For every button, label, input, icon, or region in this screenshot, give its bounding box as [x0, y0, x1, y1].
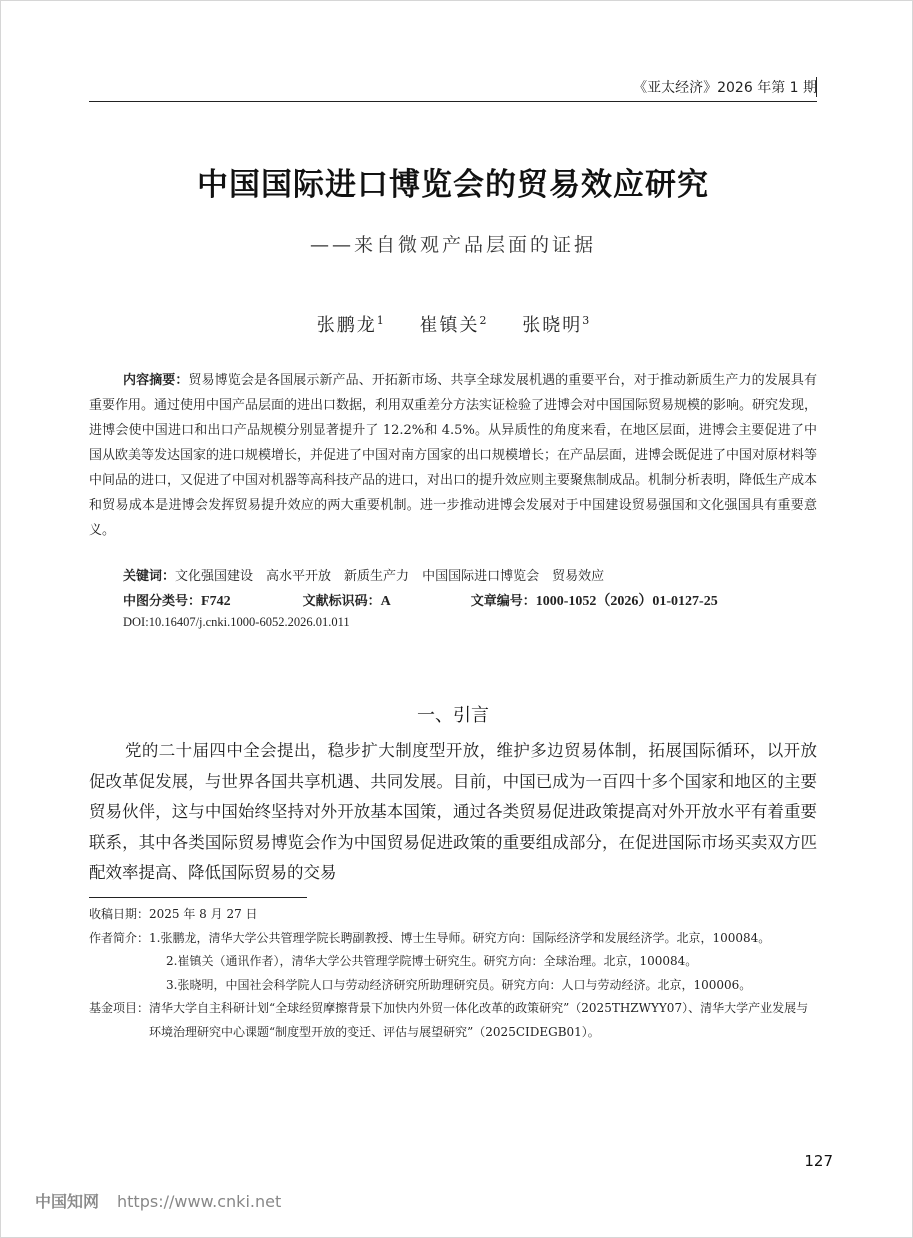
article-number-value: 1000-1052（2026）01-0127-25	[535, 594, 718, 609]
paper-subtitle: ——来自微观产品层面的证据	[309, 234, 596, 256]
journal-header: 《亚太经济》2026 年第 1 期	[633, 80, 817, 96]
clc-label: 中图分类号：	[123, 594, 202, 609]
keywords-label: 关键词：	[123, 569, 176, 584]
paper-title: 中国国际进口博览会的贸易效应研究	[197, 167, 709, 203]
author-name: 张鹏龙	[316, 315, 377, 336]
keywords	[123, 567, 817, 587]
body-paragraph: 党的二十届四中全会提出，稳步扩大制度型开放，维护多边贸易体制，拓展国际循环，以开放促改革促发展，与世界各国共享机遇、共同发展。目前，中国已成为一百四十多个国家和地区的主要贸易伙伴，这与中国始终坚持对外开放基本国策，通过各类贸易促进政策提高对外开放水平有着重要联系，其中各类国际贸易博览会作为中国贸易促进政策的重要组成部分，在促进国际市场买卖双方匹配效率提高、降低国际贸易的交易	[89, 741, 817, 883]
abstract	[89, 368, 817, 543]
author	[317, 311, 384, 337]
author-bio-label: 作者简介：	[89, 930, 150, 945]
author-affiliation-mark: 1	[376, 314, 384, 327]
author-affiliation-mark: 2	[479, 314, 487, 327]
received-date	[89, 903, 817, 927]
article-number-label: 文章编号：	[470, 594, 536, 609]
author-name: 张晓明	[522, 315, 583, 336]
author-bio-item: 3.张晓明，中国社会科学院人口与劳动经济研究所助理研究员。研究方向：人口与劳动经济。北京，100006。	[166, 977, 752, 992]
received-label: 收稿日期：	[89, 907, 150, 921]
author-name: 崔镇关	[419, 315, 480, 336]
watermark-url[interactable]: https://www.cnki.net	[117, 1192, 282, 1211]
fund-project	[89, 997, 817, 1044]
watermark-site: 中国知网	[35, 1192, 100, 1211]
fund-value: 清华大学自主科研计划“全球经贸摩擦背景下加快内外贸一体化改革的政策研究”（2025THZWYY07）、清华大学产业发展与环境治理研究中心课题“制度型开放的变迁、评估与展望研究”（2025CIDEGB01）。	[149, 1001, 809, 1039]
doi: DOI:10.16407/j.cnki.1000-6052.2026.01.011	[123, 615, 350, 629]
keyword: 贸易效应	[552, 569, 605, 584]
fund-label: 基金项目：	[89, 1001, 150, 1015]
author-bio-item: 2.崔镇关（通讯作者），清华大学公共管理学院博士研究生。研究方向：全球治理。北京，100084。	[166, 954, 698, 968]
received-value: 2025 年 8 月 27 日	[149, 907, 258, 921]
abstract-text: 贸易博览会是各国展示新产品、开拓新市场、共享全球发展机遇的重要平台，对于推动新质生产力的发展具有重要作用。通过使用中国产品层面的进出口数据，利用双重差分方法实证检验了进博会对中国国际贸易规模的影响。研究发现，进博会使中国进口和出口产品规模分别显著提升了 12.2%和 4.5%。从异质性的角度来看，在地区层面，进博会主要促进了中国从欧美等发达国家的进口规模增长，并促进了中国对南方国家的出口规模增长；在产品层面，进博会既促进了中国对原材料等中间品的进口，又促进了中国对机器等高科技产品的进口，对出口的提升效应则主要聚焦制成品。机制分析表明，降低生产成本和贸易成本是进博会发挥贸易提升效应的两大重要机制。进一步推动进博会发展对于中国建设贸易强国和文化强国具有重要意义。	[89, 373, 818, 538]
classification-line	[123, 592, 817, 612]
author-bio-item: 1.张鹏龙，清华大学公共管理学院长聘副教授、博士生导师。研究方向：国际经济学和发展经济学。北京，100084。	[149, 930, 771, 945]
clc-value: F742	[201, 594, 231, 609]
keyword: 文化强国建设	[175, 569, 254, 584]
doc-code-label: 文献标识码：	[302, 594, 381, 609]
abstract-label: 内容摘要：	[123, 373, 189, 388]
footnotes	[89, 903, 817, 1044]
author-affiliation-mark: 3	[582, 314, 590, 327]
header-rule	[89, 101, 817, 102]
author	[522, 311, 589, 337]
keyword: 新质生产力	[344, 569, 410, 584]
keyword: 高水平开放	[266, 569, 332, 584]
author	[420, 311, 487, 337]
section-heading: 一、引言	[417, 705, 489, 726]
footnote-rule	[89, 897, 307, 898]
author-bio	[89, 927, 817, 951]
cnki-watermark	[35, 1189, 281, 1212]
page-number: 127	[804, 1152, 833, 1170]
doc-code-value: A	[380, 594, 391, 609]
author-list	[89, 311, 817, 337]
text-cursor	[816, 77, 817, 97]
keyword: 中国国际进口博览会	[422, 569, 540, 584]
